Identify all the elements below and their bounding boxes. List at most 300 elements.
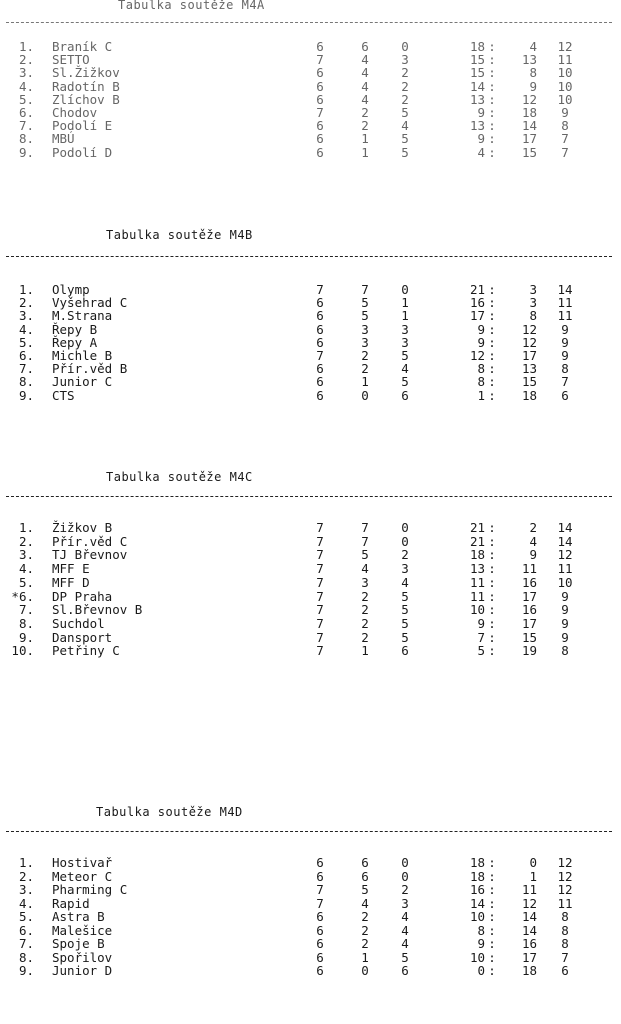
won-cell: 0 xyxy=(361,963,369,978)
score-separator: : xyxy=(488,295,496,311)
points-cell: 12 xyxy=(557,868,573,884)
table-row xyxy=(0,562,621,576)
won-cell: 5 xyxy=(361,547,369,563)
score-separator: : xyxy=(488,131,496,147)
rank-cell: 3. xyxy=(18,882,34,897)
team-name: Vyšehrad C xyxy=(52,295,128,311)
lost-cell: 6 xyxy=(401,963,409,978)
rank-cell: 10. xyxy=(11,643,34,659)
points-cell: 12 xyxy=(557,39,573,54)
played-cell: 7 xyxy=(316,348,324,363)
goals-against-cell: 16 xyxy=(521,936,537,951)
team-name: Junior D xyxy=(52,963,113,978)
team-name: Petřiny C xyxy=(52,643,120,659)
rank-cell: 5. xyxy=(18,574,34,590)
lost-cell: 5 xyxy=(401,374,409,390)
table-title-m4c: Tabulka soutěže M4C xyxy=(106,470,253,484)
lost-cell: 5 xyxy=(401,348,409,363)
played-cell: 6 xyxy=(316,922,324,938)
goals-for-cell: 21 xyxy=(469,282,485,297)
goals-against-cell: 13 xyxy=(521,361,537,377)
points-cell: 11 xyxy=(557,895,573,911)
lost-cell: 4 xyxy=(401,361,409,377)
won-cell: 7 xyxy=(361,282,369,297)
score-separator: : xyxy=(488,39,496,54)
won-cell: 2 xyxy=(361,361,369,377)
played-cell: 6 xyxy=(316,131,324,147)
score-separator: : xyxy=(488,65,496,81)
played-cell: 6 xyxy=(316,144,324,160)
won-cell: 2 xyxy=(361,615,369,631)
lost-cell: 2 xyxy=(401,78,409,94)
goals-against-cell: 15 xyxy=(521,629,537,645)
score-separator: : xyxy=(488,963,496,978)
won-cell: 3 xyxy=(361,574,369,590)
rank-cell: 2. xyxy=(18,295,34,311)
goals-against-cell: 16 xyxy=(521,574,537,590)
lost-cell: 1 xyxy=(401,295,409,311)
goals-for-cell: 13 xyxy=(469,561,485,577)
lost-cell: 5 xyxy=(401,615,409,631)
goals-for-cell: 8 xyxy=(477,374,485,390)
won-cell: 5 xyxy=(361,295,369,311)
goals-for-cell: 15 xyxy=(469,52,485,68)
score-separator: : xyxy=(488,533,496,549)
goals-against-cell: 15 xyxy=(521,144,537,160)
goals-against-cell: 8 xyxy=(529,65,537,81)
won-cell: 4 xyxy=(361,65,369,81)
score-separator: : xyxy=(488,602,496,618)
team-name: Podolí E xyxy=(52,118,113,134)
table-row xyxy=(0,910,621,924)
lost-cell: 5 xyxy=(401,144,409,160)
goals-against-cell: 12 xyxy=(521,321,537,337)
goals-against-cell: 17 xyxy=(521,131,537,147)
rank-cell: 4. xyxy=(18,895,34,911)
played-cell: 7 xyxy=(316,561,324,577)
team-name: Sl.Žižkov xyxy=(52,65,120,81)
played-cell: 6 xyxy=(316,868,324,884)
played-cell: 6 xyxy=(316,39,324,54)
points-cell: 10 xyxy=(557,78,573,94)
won-cell: 1 xyxy=(361,131,369,147)
score-separator: : xyxy=(488,361,496,377)
goals-for-cell: 13 xyxy=(469,91,485,107)
goals-against-cell: 17 xyxy=(521,615,537,631)
score-separator: : xyxy=(488,629,496,645)
rank-cell: 2. xyxy=(18,52,34,68)
score-separator: : xyxy=(488,308,496,324)
lost-cell: 5 xyxy=(401,629,409,645)
played-cell: 6 xyxy=(316,295,324,311)
team-name: Rapid xyxy=(52,895,90,911)
goals-for-cell: 9 xyxy=(477,334,485,350)
score-separator: : xyxy=(488,909,496,924)
played-cell: 7 xyxy=(316,547,324,563)
won-cell: 1 xyxy=(361,949,369,965)
goals-for-cell: 11 xyxy=(469,588,485,604)
rank-cell: 8. xyxy=(18,949,34,965)
lost-cell: 0 xyxy=(401,282,409,297)
team-name: Dansport xyxy=(52,629,113,645)
divider-m4c xyxy=(6,496,612,497)
table-row xyxy=(0,964,621,978)
lost-cell: 4 xyxy=(401,574,409,590)
team-name: Spořilov xyxy=(52,949,113,965)
points-cell: 11 xyxy=(557,308,573,324)
goals-against-cell: 14 xyxy=(521,909,537,924)
won-cell: 6 xyxy=(361,868,369,884)
lost-cell: 2 xyxy=(401,882,409,897)
goals-for-cell: 13 xyxy=(469,118,485,134)
points-cell: 9 xyxy=(561,105,569,120)
played-cell: 6 xyxy=(316,909,324,924)
goals-for-cell: 11 xyxy=(469,574,485,590)
rank-cell: 5. xyxy=(18,909,34,924)
goals-for-cell: 14 xyxy=(469,78,485,94)
score-separator: : xyxy=(488,321,496,337)
rank-cell: 7. xyxy=(18,118,34,134)
table-row xyxy=(0,644,621,658)
team-name: Řepy A xyxy=(52,334,98,350)
score-separator: : xyxy=(488,348,496,363)
table-title-m4a: Tabulka soutěže M4A xyxy=(118,0,265,12)
lost-cell: 2 xyxy=(401,65,409,81)
score-separator: : xyxy=(488,936,496,951)
rank-cell: 3. xyxy=(18,65,34,81)
played-cell: 6 xyxy=(316,308,324,324)
played-cell: 7 xyxy=(316,52,324,68)
goals-against-cell: 11 xyxy=(521,561,537,577)
goals-against-cell: 1 xyxy=(529,868,537,884)
lost-cell: 4 xyxy=(401,909,409,924)
team-name: Hostivař xyxy=(52,855,113,870)
goals-against-cell: 15 xyxy=(521,374,537,390)
lost-cell: 4 xyxy=(401,118,409,134)
points-cell: 10 xyxy=(557,91,573,107)
lost-cell: 5 xyxy=(401,588,409,604)
divider-m4a xyxy=(6,22,612,23)
table-row xyxy=(0,883,621,897)
score-separator: : xyxy=(488,105,496,120)
played-cell: 7 xyxy=(316,520,324,535)
team-name: CTS xyxy=(52,387,75,403)
rank-cell: 4. xyxy=(18,321,34,337)
lost-cell: 4 xyxy=(401,936,409,951)
score-separator: : xyxy=(488,922,496,938)
goals-for-cell: 8 xyxy=(477,922,485,938)
team-name: Chodov xyxy=(52,105,98,120)
played-cell: 7 xyxy=(316,574,324,590)
points-cell: 12 xyxy=(557,855,573,870)
points-cell: 7 xyxy=(561,131,569,147)
points-cell: 11 xyxy=(557,295,573,311)
goals-against-cell: 3 xyxy=(529,282,537,297)
points-cell: 10 xyxy=(557,574,573,590)
score-separator: : xyxy=(488,855,496,870)
score-separator: : xyxy=(488,52,496,68)
team-name: Junior C xyxy=(52,374,113,390)
won-cell: 2 xyxy=(361,348,369,363)
won-cell: 5 xyxy=(361,308,369,324)
rank-cell: 6. xyxy=(18,348,34,363)
rank-cell: *6. xyxy=(11,588,34,604)
points-cell: 6 xyxy=(561,963,569,978)
won-cell: 6 xyxy=(361,39,369,54)
goals-against-cell: 12 xyxy=(521,895,537,911)
points-cell: 9 xyxy=(561,602,569,618)
won-cell: 4 xyxy=(361,52,369,68)
played-cell: 7 xyxy=(316,895,324,911)
played-cell: 7 xyxy=(316,882,324,897)
won-cell: 6 xyxy=(361,855,369,870)
score-separator: : xyxy=(488,868,496,884)
points-cell: 14 xyxy=(557,282,573,297)
score-separator: : xyxy=(488,282,496,297)
goals-against-cell: 14 xyxy=(521,922,537,938)
goals-for-cell: 0 xyxy=(477,963,485,978)
points-cell: 10 xyxy=(557,65,573,81)
goals-for-cell: 12 xyxy=(469,348,485,363)
score-separator: : xyxy=(488,882,496,897)
team-name: Suchdol xyxy=(52,615,105,631)
goals-for-cell: 10 xyxy=(469,949,485,965)
goals-against-cell: 17 xyxy=(521,949,537,965)
played-cell: 6 xyxy=(316,374,324,390)
points-cell: 14 xyxy=(557,533,573,549)
goals-against-cell: 4 xyxy=(529,39,537,54)
team-name: DP Praha xyxy=(52,588,113,604)
rank-cell: 1. xyxy=(18,855,34,870)
played-cell: 6 xyxy=(316,361,324,377)
won-cell: 0 xyxy=(361,387,369,403)
points-cell: 9 xyxy=(561,321,569,337)
goals-against-cell: 0 xyxy=(529,855,537,870)
played-cell: 6 xyxy=(316,949,324,965)
points-cell: 11 xyxy=(557,52,573,68)
score-separator: : xyxy=(488,520,496,535)
team-name: Malešice xyxy=(52,922,113,938)
table-row xyxy=(0,617,621,631)
score-separator: : xyxy=(488,895,496,911)
points-cell: 8 xyxy=(561,936,569,951)
table-row xyxy=(0,937,621,951)
played-cell: 7 xyxy=(316,105,324,120)
goals-for-cell: 15 xyxy=(469,65,485,81)
rank-cell: 9. xyxy=(18,629,34,645)
played-cell: 7 xyxy=(316,629,324,645)
goals-for-cell: 17 xyxy=(469,308,485,324)
team-name: Přír.věd B xyxy=(52,361,128,377)
played-cell: 6 xyxy=(316,78,324,94)
goals-against-cell: 17 xyxy=(521,348,537,363)
won-cell: 4 xyxy=(361,91,369,107)
rank-cell: 3. xyxy=(18,308,34,324)
points-cell: 7 xyxy=(561,949,569,965)
score-separator: : xyxy=(488,561,496,577)
points-cell: 8 xyxy=(561,118,569,134)
goals-for-cell: 7 xyxy=(477,629,485,645)
goals-for-cell: 8 xyxy=(477,361,485,377)
won-cell: 3 xyxy=(361,334,369,350)
score-separator: : xyxy=(488,334,496,350)
score-separator: : xyxy=(488,118,496,134)
rank-cell: 5. xyxy=(18,91,34,107)
table-row xyxy=(0,576,621,590)
goals-for-cell: 16 xyxy=(469,295,485,311)
played-cell: 6 xyxy=(316,118,324,134)
lost-cell: 2 xyxy=(401,547,409,563)
rank-cell: 7. xyxy=(18,361,34,377)
goals-against-cell: 17 xyxy=(521,588,537,604)
won-cell: 7 xyxy=(361,533,369,549)
goals-against-cell: 9 xyxy=(529,547,537,563)
team-name: Michle B xyxy=(52,348,113,363)
played-cell: 6 xyxy=(316,91,324,107)
goals-for-cell: 9 xyxy=(477,131,485,147)
team-name: Pharming C xyxy=(52,882,128,897)
table-title-m4d: Tabulka soutěže M4D xyxy=(96,805,243,819)
won-cell: 2 xyxy=(361,602,369,618)
points-cell: 7 xyxy=(561,374,569,390)
played-cell: 7 xyxy=(316,643,324,659)
goals-for-cell: 10 xyxy=(469,602,485,618)
team-name: Žižkov B xyxy=(52,520,113,535)
team-name: MFF D xyxy=(52,574,90,590)
lost-cell: 1 xyxy=(401,308,409,324)
score-separator: : xyxy=(488,615,496,631)
played-cell: 6 xyxy=(316,321,324,337)
lost-cell: 0 xyxy=(401,520,409,535)
goals-against-cell: 11 xyxy=(521,882,537,897)
lost-cell: 2 xyxy=(401,91,409,107)
table-row xyxy=(0,389,621,403)
goals-against-cell: 18 xyxy=(521,105,537,120)
won-cell: 2 xyxy=(361,629,369,645)
won-cell: 2 xyxy=(361,105,369,120)
goals-against-cell: 18 xyxy=(521,963,537,978)
goals-against-cell: 14 xyxy=(521,118,537,134)
played-cell: 7 xyxy=(316,615,324,631)
goals-for-cell: 18 xyxy=(469,868,485,884)
team-name: Spoje B xyxy=(52,936,105,951)
rank-cell: 4. xyxy=(18,561,34,577)
points-cell: 9 xyxy=(561,588,569,604)
rank-cell: 9. xyxy=(18,963,34,978)
points-cell: 8 xyxy=(561,922,569,938)
won-cell: 1 xyxy=(361,643,369,659)
rank-cell: 1. xyxy=(18,282,34,297)
score-separator: : xyxy=(488,374,496,390)
score-separator: : xyxy=(488,588,496,604)
rank-cell: 9. xyxy=(18,144,34,160)
goals-for-cell: 1 xyxy=(477,387,485,403)
won-cell: 2 xyxy=(361,118,369,134)
team-name: Meteor C xyxy=(52,868,113,884)
rank-cell: 1. xyxy=(18,520,34,535)
goals-against-cell: 18 xyxy=(521,387,537,403)
played-cell: 7 xyxy=(316,282,324,297)
lost-cell: 5 xyxy=(401,105,409,120)
score-separator: : xyxy=(488,574,496,590)
score-separator: : xyxy=(488,949,496,965)
goals-for-cell: 9 xyxy=(477,936,485,951)
divider-m4b xyxy=(6,256,612,257)
goals-against-cell: 12 xyxy=(521,91,537,107)
table-row xyxy=(0,521,621,535)
score-separator: : xyxy=(488,78,496,94)
played-cell: 6 xyxy=(316,65,324,81)
table-title-m4b: Tabulka soutěže M4B xyxy=(106,228,253,242)
points-cell: 8 xyxy=(561,909,569,924)
won-cell: 4 xyxy=(361,895,369,911)
points-cell: 9 xyxy=(561,629,569,645)
rank-cell: 8. xyxy=(18,131,34,147)
team-name: Podolí D xyxy=(52,144,113,160)
rank-cell: 7. xyxy=(18,602,34,618)
points-cell: 9 xyxy=(561,615,569,631)
goals-for-cell: 5 xyxy=(477,643,485,659)
rank-cell: 2. xyxy=(18,533,34,549)
goals-for-cell: 9 xyxy=(477,105,485,120)
score-separator: : xyxy=(488,643,496,659)
rank-cell: 9. xyxy=(18,387,34,403)
score-separator: : xyxy=(488,91,496,107)
lost-cell: 3 xyxy=(401,334,409,350)
played-cell: 6 xyxy=(316,855,324,870)
rank-cell: 6. xyxy=(18,922,34,938)
team-name: MFF E xyxy=(52,561,90,577)
table-row xyxy=(0,146,621,160)
team-name: MBÚ xyxy=(52,131,75,147)
lost-cell: 0 xyxy=(401,39,409,54)
goals-for-cell: 16 xyxy=(469,882,485,897)
won-cell: 2 xyxy=(361,909,369,924)
goals-against-cell: 13 xyxy=(521,52,537,68)
points-cell: 8 xyxy=(561,643,569,659)
played-cell: 7 xyxy=(316,588,324,604)
rank-cell: 8. xyxy=(18,374,34,390)
score-separator: : xyxy=(488,547,496,563)
lost-cell: 5 xyxy=(401,602,409,618)
score-separator: : xyxy=(488,387,496,403)
lost-cell: 6 xyxy=(401,387,409,403)
rank-cell: 6. xyxy=(18,105,34,120)
goals-for-cell: 4 xyxy=(477,144,485,160)
goals-against-cell: 4 xyxy=(529,533,537,549)
points-cell: 7 xyxy=(561,144,569,160)
lost-cell: 6 xyxy=(401,643,409,659)
team-name: Olymp xyxy=(52,282,90,297)
points-cell: 9 xyxy=(561,348,569,363)
goals-for-cell: 18 xyxy=(469,855,485,870)
goals-against-cell: 16 xyxy=(521,602,537,618)
played-cell: 6 xyxy=(316,387,324,403)
won-cell: 7 xyxy=(361,520,369,535)
score-separator: : xyxy=(488,144,496,160)
team-name: Braník C xyxy=(52,39,113,54)
points-cell: 12 xyxy=(557,882,573,897)
team-name: M.Strana xyxy=(52,308,113,324)
won-cell: 3 xyxy=(361,321,369,337)
lost-cell: 0 xyxy=(401,533,409,549)
goals-for-cell: 21 xyxy=(469,520,485,535)
won-cell: 2 xyxy=(361,922,369,938)
points-cell: 8 xyxy=(561,361,569,377)
team-name: Přír.věd C xyxy=(52,533,128,549)
team-name: Řepy B xyxy=(52,321,98,337)
divider-m4d xyxy=(6,831,612,832)
